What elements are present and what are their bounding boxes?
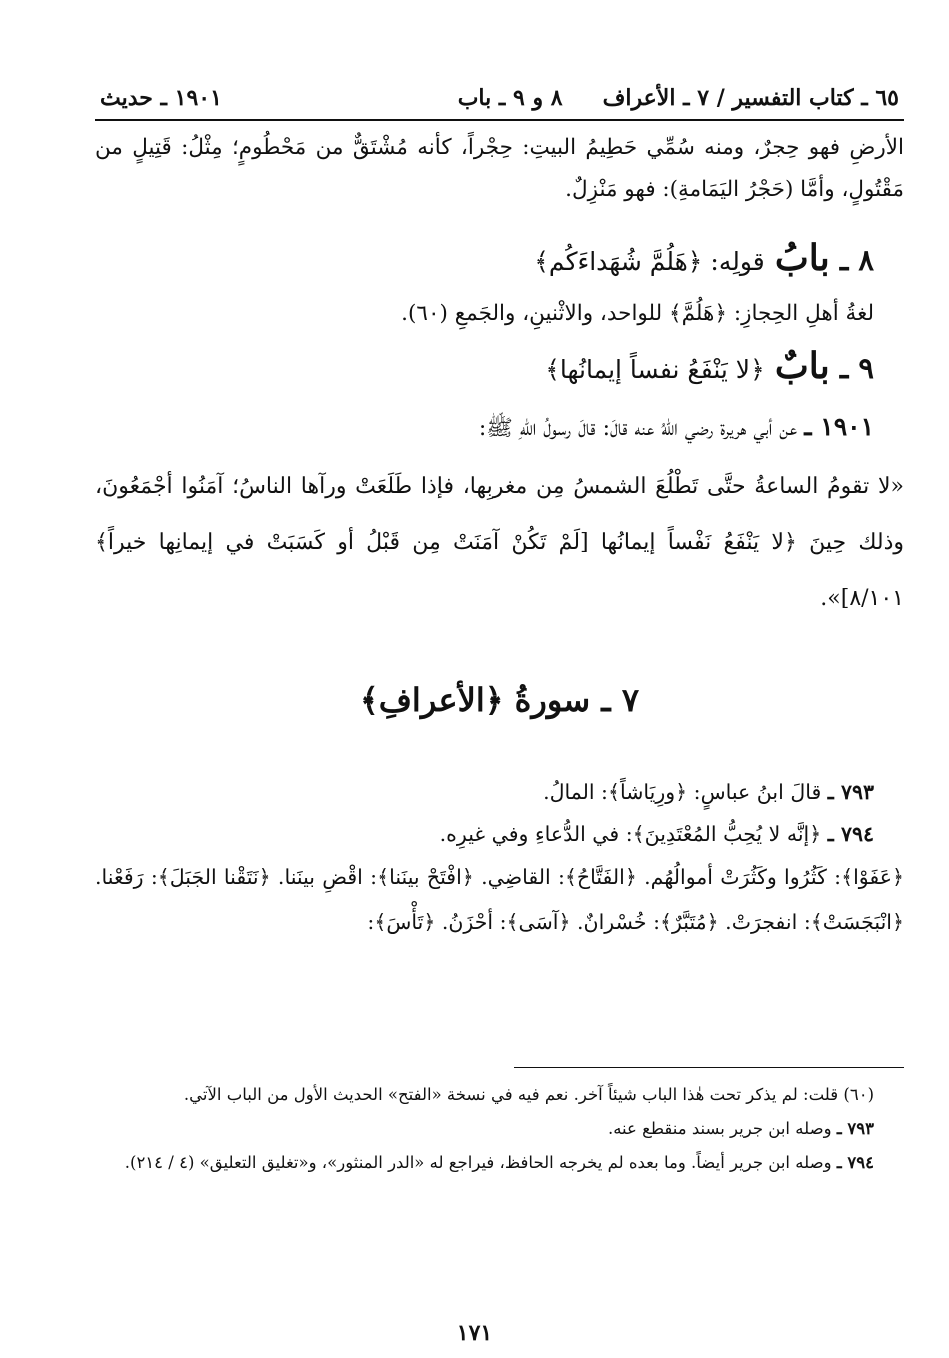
hadith-text: «لا تقومُ الساعةُ حتَّى تَطْلُعَ الشمسُ مِن مغربِها، فإذا طَلَعَتْ ورآها الناسُ؛ آمَنُوا أجْمَعُونَ، وذلك حِينَ ﴿لا يَنْفَعُ نَفْساً إيمانُها [لَمْ تَكُنْ آمَنَتْ مِن قَبْلُ أو كَسَبَتْ في إيمانِها خيراً﴾ ٨/١٠١]».	[95, 474, 904, 611]
chapter-number: ٨ ـ	[839, 243, 874, 277]
header-hadith-range: ١٩٠١ ـ حديث	[100, 85, 222, 111]
footnote-text: وصله ابن جرير بسند منقطع عنه.	[607, 1119, 832, 1138]
book-page	[95, 85, 904, 1338]
commentary-entries	[95, 771, 904, 945]
chapter-heading-9	[95, 341, 874, 395]
running-header	[95, 85, 904, 121]
entry-number: ٧٩٤ ـ	[827, 822, 874, 846]
header-book-title: ٦٥ ـ كتاب التفسير / ٧ ـ الأعراف	[602, 85, 899, 111]
chapter-number: ٩ ـ	[839, 351, 874, 385]
footnote-text: وصله ابن جرير أيضاً. وما بعده لم يخرجه الحافظ، فيراجع له «الدر المنثور»، و«تغليق التعليق» (٤ / ٢١٤).	[124, 1153, 832, 1172]
footnote-number: ٧٩٤ ـ	[836, 1153, 874, 1172]
footnote-60: (٦٠) قلت: لم يذكر تحت هٰذا الباب شيئاً آخر. نعم فيه في نسخة «الفتح» الحديث الأول من الباب الآتي.	[183, 1085, 874, 1104]
chapter-8-text: لغةُ أهلِ الحِجازِ: ﴿هَلُمَّ﴾ للواحد، والاثْنينِ، والجَمعِ (٦٠).	[401, 301, 874, 326]
surah-title: ٧ ـ سورةُ ﴿الأعرافِ﴾	[360, 681, 639, 719]
chapter-title: قولِه: ﴿هَلُمَّ شُهَداءَكُم﴾	[534, 247, 765, 276]
word-glosses: ﴿عَفَوْا﴾: كَثُرُوا وكَثُرَتْ أموالُهُم. ﴿الفَتَّاحُ﴾: القاضِي. ﴿افْتَحْ بينَنا﴾: اقْضِ بينَنا. ﴿نَتَقْنا الجَبَلَ﴾: رَفَعْنا. ﴿انْبَجَسَتْ﴾: انفجرَتْ. ﴿مُتَبَّرٌ﴾: خُسْرانٌ. ﴿آسَى﴾: أحْزَنُ. ﴿تَأْسَ﴾:	[95, 865, 904, 934]
intro-paragraph: الأرضِ فهو حِجرٌ، ومنه سُمِّي حَطِيمُ البيتِ: حِجْراً، كأنه مُشْتَقٌّ من مَحْطُومٍ؛ مِثْلُ: قَتِيلٍ من مَقْتُولٍ، وأمَّا (حَجْرُ اليَمَامةِ): فهو مَنْزِلٌ.	[95, 135, 904, 202]
entry-793	[95, 771, 874, 813]
hadith-chain: عن أبي هريرة رضي اللهُ عنه قالَ: قالَ رسولُ اللهِ ﷺ:	[478, 416, 798, 441]
footnotes	[95, 1078, 904, 1180]
chapter-word: بابُ	[774, 237, 830, 279]
footnote-divider	[514, 1067, 904, 1068]
entry-number: ٧٩٣ ـ	[827, 780, 874, 804]
hadith-number: ١٩٠١ ـ	[804, 412, 874, 441]
header-chapter: ٨ و ٩ ـ باب	[457, 85, 563, 111]
footnote-number: ٧٩٣ ـ	[836, 1119, 874, 1138]
footnote-794	[95, 1146, 874, 1180]
entry-text: قالَ ابنُ عباسٍ: ﴿ورِيَاشاً﴾: المالُ.	[543, 780, 822, 804]
chapter-heading-8	[95, 233, 874, 287]
page-number: ١٧١	[456, 1320, 493, 1346]
chapter-word: بابٌ	[774, 345, 830, 387]
entry-text: ﴿إنَّه لا يُحِبُّ المُعْتَدِينَ﴾: في الدُّعاءِ وفي غيرِه.	[439, 822, 822, 846]
footnote-793	[95, 1112, 874, 1146]
hadith-heading	[95, 405, 874, 451]
entry-794	[95, 813, 874, 855]
chapter-title: ﴿لا يَنْفَعُ نفساً إيمانُها﴾	[545, 355, 765, 384]
